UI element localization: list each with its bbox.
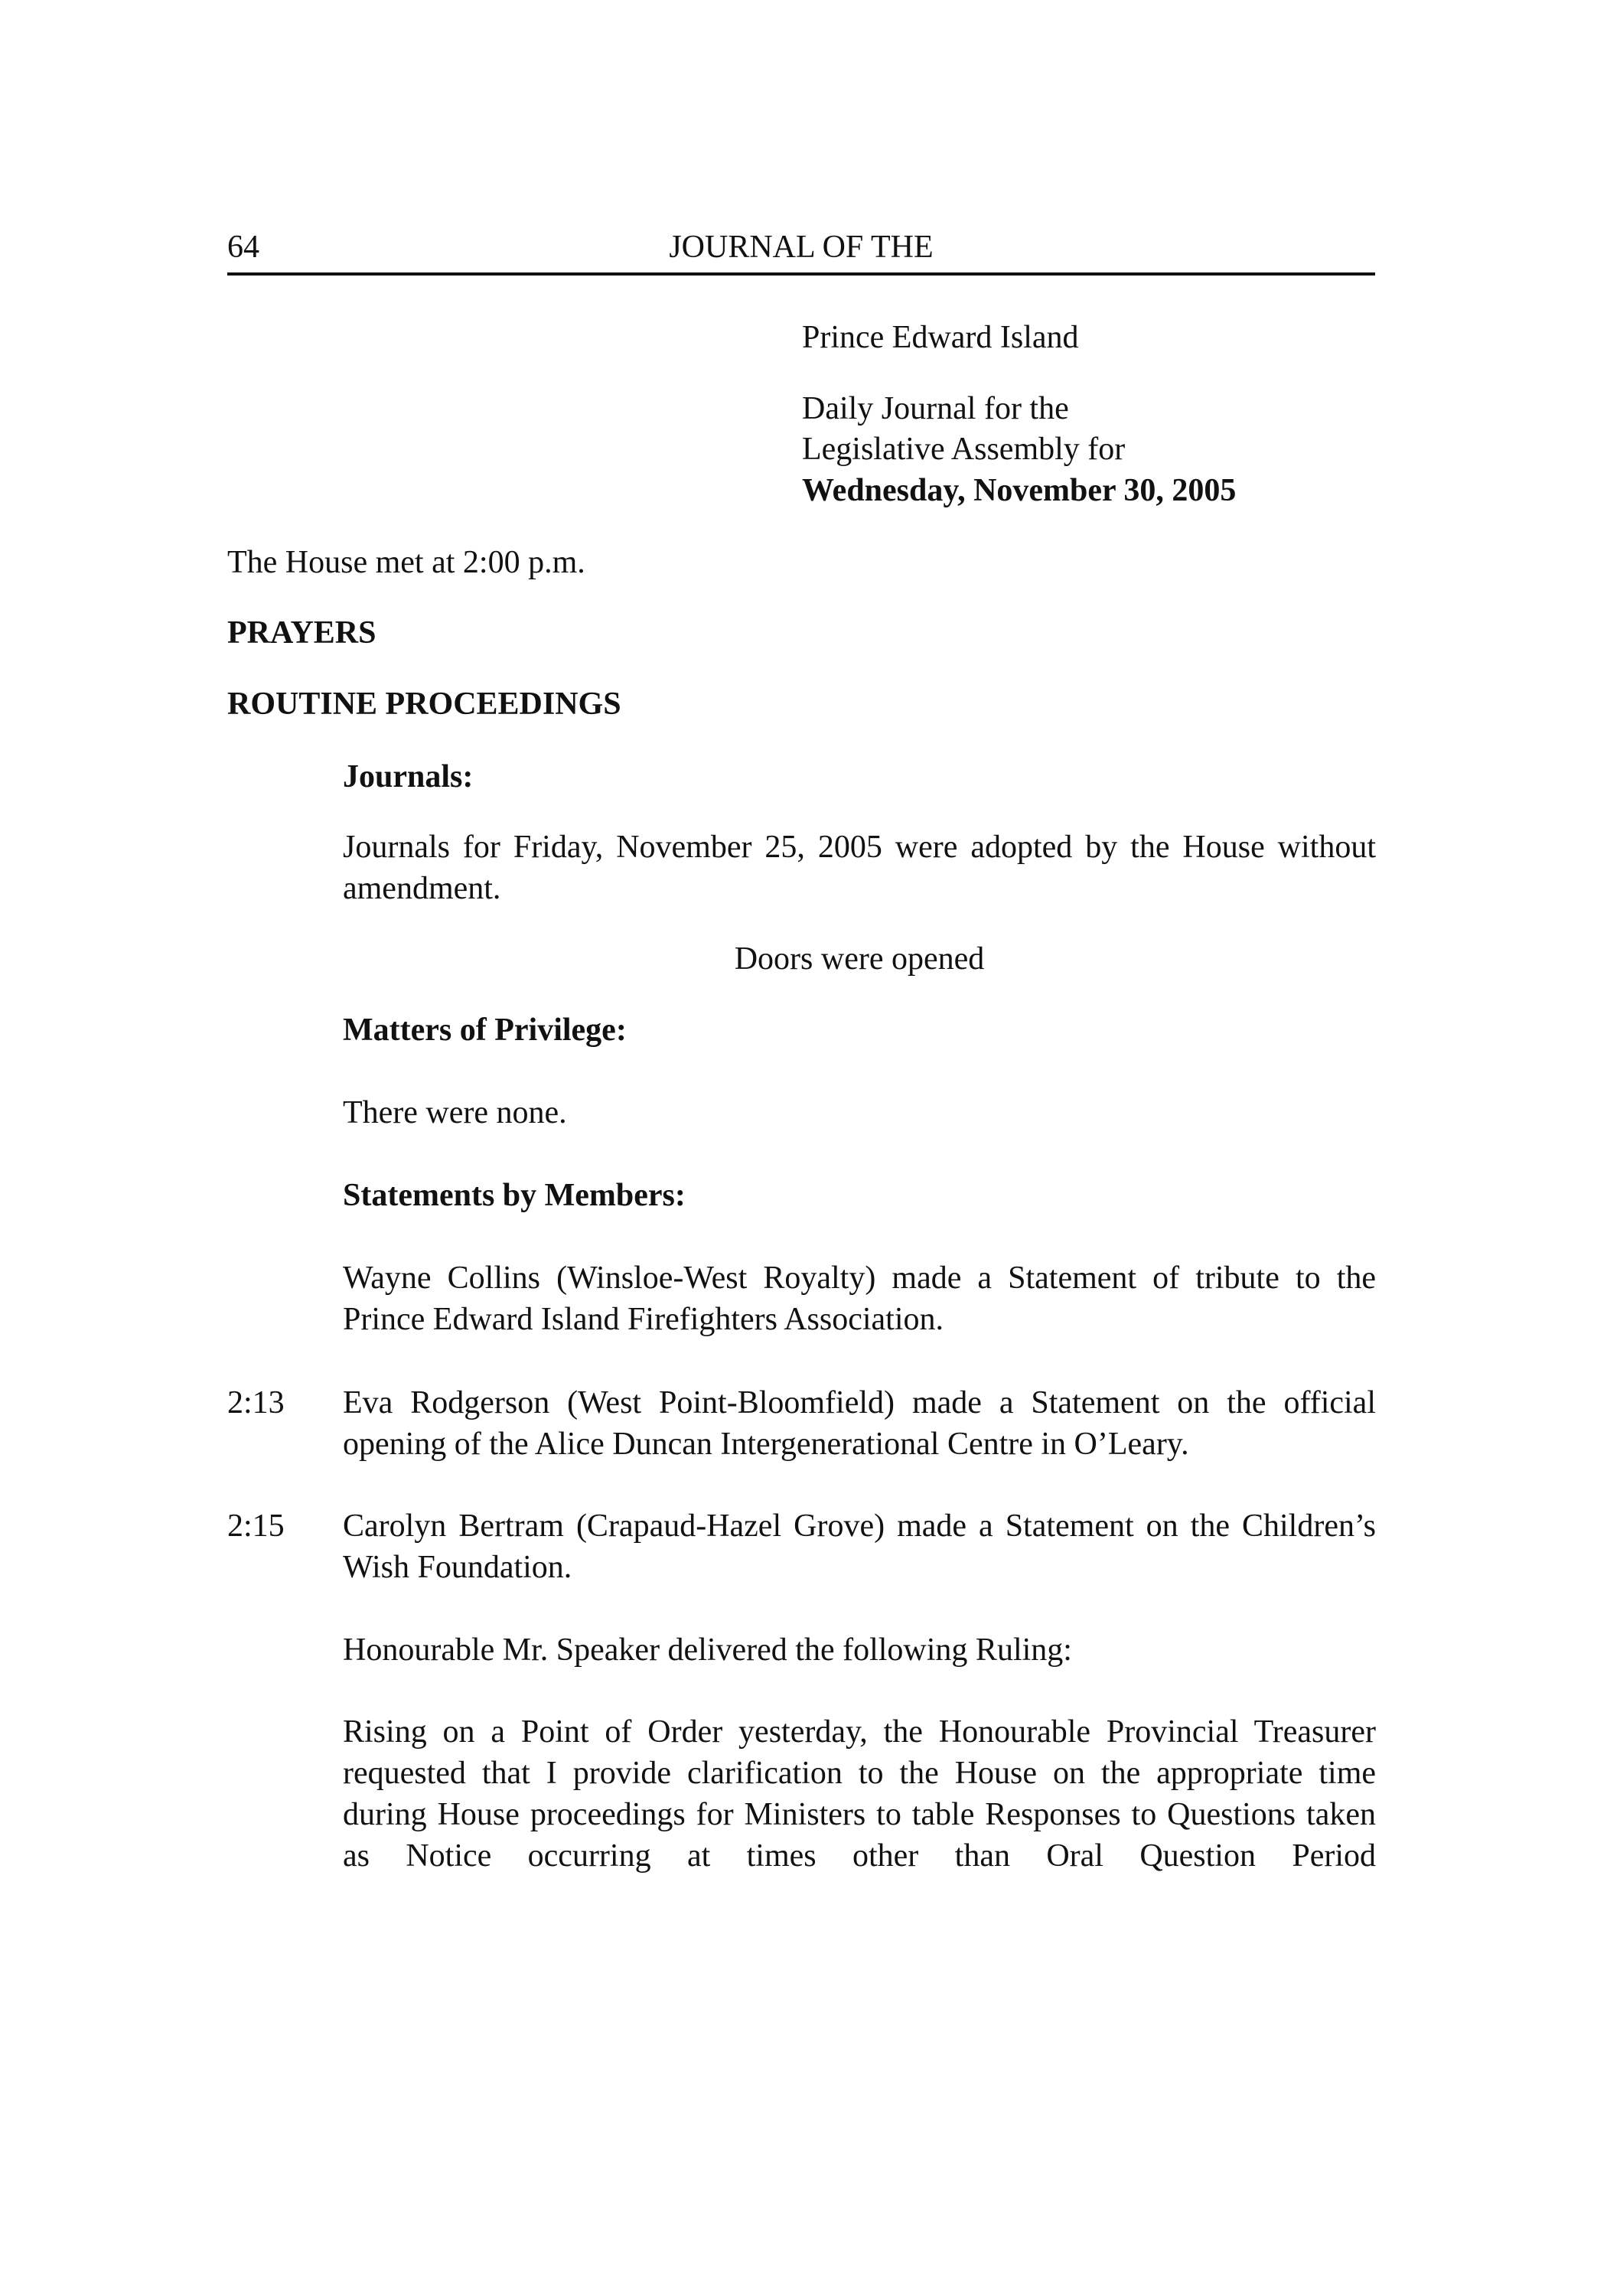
ruling-text: Rising on a Point of Order yesterday, the Honourable Provincial Treasurer requested that I provide clarification to the House on the appropriate time during House proceedings for Ministers to table Responses to Questions taken as Notice occurring at times other than Oral Question Period bbox=[343, 1714, 1376, 1874]
journal-date: Wednesday, November 30, 2005 bbox=[802, 473, 1237, 508]
journal-title-line-1: Daily Journal for the bbox=[802, 391, 1069, 426]
house-met-line: The House met at 2:00 p.m. bbox=[227, 545, 585, 580]
statement-item: Eva Rodgerson (West Point-Bloomfield) made a Statement on the official opening of the Alice Duncan Intergenerational Centre in O’Leary. bbox=[343, 1385, 1376, 1462]
heading-journals: Journals: bbox=[343, 759, 474, 794]
heading-matters-of-privilege: Matters of Privilege: bbox=[343, 1013, 627, 1048]
page-header bbox=[227, 227, 1375, 276]
ruling-intro: Honourable Mr. Speaker delivered the following Ruling: bbox=[343, 1632, 1072, 1668]
statement-item: Wayne Collins (Winsloe-West Royalty) made a Statement of tribute to the Prince Edward Island Firefighters Association. bbox=[343, 1261, 1376, 1337]
heading-routine-proceedings: ROUTINE PROCEEDINGS bbox=[227, 687, 621, 722]
journal-title-line-2: Legislative Assembly for bbox=[802, 432, 1126, 467]
province-name: Prince Edward Island bbox=[802, 320, 1079, 355]
running-head: JOURNAL OF THE bbox=[669, 230, 934, 265]
doors-opened-note: Doors were opened bbox=[734, 941, 985, 977]
statement-time: 2:15 bbox=[227, 1508, 285, 1544]
privilege-text: There were none. bbox=[343, 1095, 567, 1130]
heading-statements-by-members: Statements by Members: bbox=[343, 1178, 686, 1213]
statement-item: Carolyn Bertram (Crapaud-Hazel Grove) made a Statement on the Children’s Wish Foundation. bbox=[343, 1508, 1376, 1585]
journals-text: Journals for Friday, November 25, 2005 were adopted by the House without amendment. bbox=[343, 830, 1376, 906]
statement-time: 2:13 bbox=[227, 1385, 285, 1420]
heading-prayers: PRAYERS bbox=[227, 615, 376, 651]
page-number: 64 bbox=[227, 230, 259, 265]
